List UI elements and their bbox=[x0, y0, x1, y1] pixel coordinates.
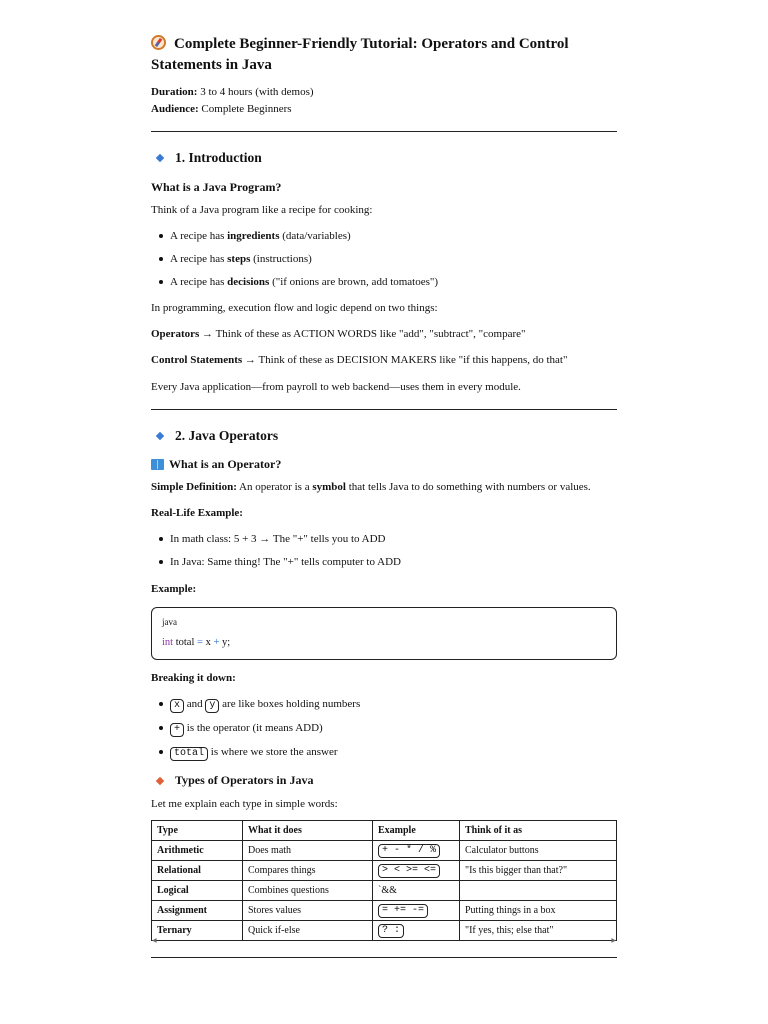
real-life-label: Real-Life Example: bbox=[151, 507, 243, 519]
types-of-operators-heading: Types of Operators in Java bbox=[151, 773, 313, 788]
table-row bbox=[152, 861, 617, 881]
code-line: int total = x + y; bbox=[162, 637, 231, 648]
example-label: Example: bbox=[151, 583, 197, 595]
java-program-subheading: What is a Java Program? bbox=[151, 180, 282, 194]
list-item: x and y are like boxes holding numbers bbox=[151, 697, 360, 713]
breaking-down-label: Breaking it down: bbox=[151, 672, 236, 684]
example-cell bbox=[373, 901, 460, 921]
description-cell: Compares things bbox=[243, 861, 373, 881]
scroll-right-arrow-icon[interactable]: ▶ bbox=[611, 938, 616, 944]
list-item: In math class: 5 + 3 → The "+" tells you to ADD bbox=[151, 532, 386, 546]
scroll-left-arrow-icon[interactable]: ◀ bbox=[152, 938, 157, 944]
intro-lead: Think of a Java program like a recipe for cooking: bbox=[151, 204, 373, 216]
analogy-cell: "Is this bigger than that?" bbox=[460, 861, 617, 881]
type-cell: Ternary bbox=[152, 921, 243, 941]
column-header: What it does bbox=[243, 821, 373, 841]
description-cell: Combines questions bbox=[243, 881, 373, 901]
code-chip: + - * / % bbox=[378, 844, 440, 858]
duration-line: Duration: 3 to 4 hours (with demos) bbox=[151, 86, 314, 98]
example-cell bbox=[373, 841, 460, 861]
control-statements-definition: Control Statements → Think of these as DECISION MAKERS like "if this happens, do that" bbox=[151, 354, 568, 366]
description-cell: Quick if-else bbox=[243, 921, 373, 941]
description-cell: Does math bbox=[243, 841, 373, 861]
column-header: Type bbox=[152, 821, 243, 841]
compass-icon bbox=[151, 35, 166, 50]
list-item: A recipe has decisions ("if onions are brown, add tomatoes") bbox=[151, 275, 438, 289]
type-cell: Relational bbox=[152, 861, 243, 881]
code-chip: total bbox=[170, 747, 208, 761]
analogy-cell bbox=[460, 881, 617, 901]
intro-closing: Every Java application—from payroll to web backend—uses them in every module. bbox=[151, 381, 521, 393]
code-chip: + bbox=[170, 723, 184, 737]
code-block bbox=[151, 607, 617, 660]
audience-line: Audience: Complete Beginners bbox=[151, 103, 292, 115]
code-chip: > < >= <= bbox=[378, 864, 440, 878]
section-introduction-heading: 1. Introduction bbox=[151, 150, 262, 166]
list-item: A recipe has steps (instructions) bbox=[151, 252, 312, 266]
column-header: Example bbox=[373, 821, 460, 841]
code-language-label: java bbox=[162, 617, 177, 627]
description-cell: Stores values bbox=[243, 901, 373, 921]
operator-definition: Simple Definition: An operator is a symbol that tells Java to do something with numbers or values. bbox=[151, 481, 591, 493]
divider bbox=[151, 957, 617, 958]
diamond-bullet-icon bbox=[156, 154, 164, 162]
table-row bbox=[152, 901, 617, 921]
example-cell: `&& bbox=[373, 881, 460, 901]
type-cell: Arithmetic bbox=[152, 841, 243, 861]
list-item: + is the operator (it means ADD) bbox=[151, 721, 323, 737]
page-title: Complete Beginner-Friendly Tutorial: Operators and Control Statements in Java bbox=[151, 36, 569, 73]
divider bbox=[151, 131, 617, 132]
what-is-operator-heading: What is an Operator? bbox=[151, 457, 281, 472]
type-cell: Assignment bbox=[152, 901, 243, 921]
list-item: In Java: Same thing! The "+" tells computer to ADD bbox=[151, 555, 401, 569]
analogy-cell: Putting things in a box bbox=[460, 901, 617, 921]
type-cell: Logical bbox=[152, 881, 243, 901]
code-chip: = += -= bbox=[378, 904, 428, 918]
analogy-cell: "If yes, this; else that" bbox=[460, 921, 617, 941]
types-lead: Let me explain each type in simple words: bbox=[151, 798, 338, 810]
table-row bbox=[152, 841, 617, 861]
diamond-bullet-icon bbox=[156, 776, 164, 784]
divider bbox=[151, 409, 617, 410]
example-cell bbox=[373, 861, 460, 881]
list-item: total is where we store the answer bbox=[151, 745, 338, 761]
code-chip: y bbox=[205, 699, 219, 713]
table-horizontal-scrollbar[interactable] bbox=[151, 937, 617, 943]
book-icon bbox=[151, 459, 164, 470]
code-chip: ? : bbox=[378, 924, 404, 938]
column-header: Think of it as bbox=[460, 821, 617, 841]
analogy-cell: Calculator buttons bbox=[460, 841, 617, 861]
operators-definition: Operators → Think of these as ACTION WORDS like "add", "subtract", "compare" bbox=[151, 328, 526, 340]
diamond-bullet-icon bbox=[156, 432, 164, 440]
list-item: A recipe has ingredients (data/variables) bbox=[151, 229, 351, 243]
section-operators-heading: 2. Java Operators bbox=[151, 428, 278, 444]
code-chip: x bbox=[170, 699, 184, 713]
flow-text: In programming, execution flow and logic depend on two things: bbox=[151, 302, 438, 314]
operators-table bbox=[151, 820, 617, 941]
table-row bbox=[152, 881, 617, 901]
table-header-row bbox=[152, 821, 617, 841]
